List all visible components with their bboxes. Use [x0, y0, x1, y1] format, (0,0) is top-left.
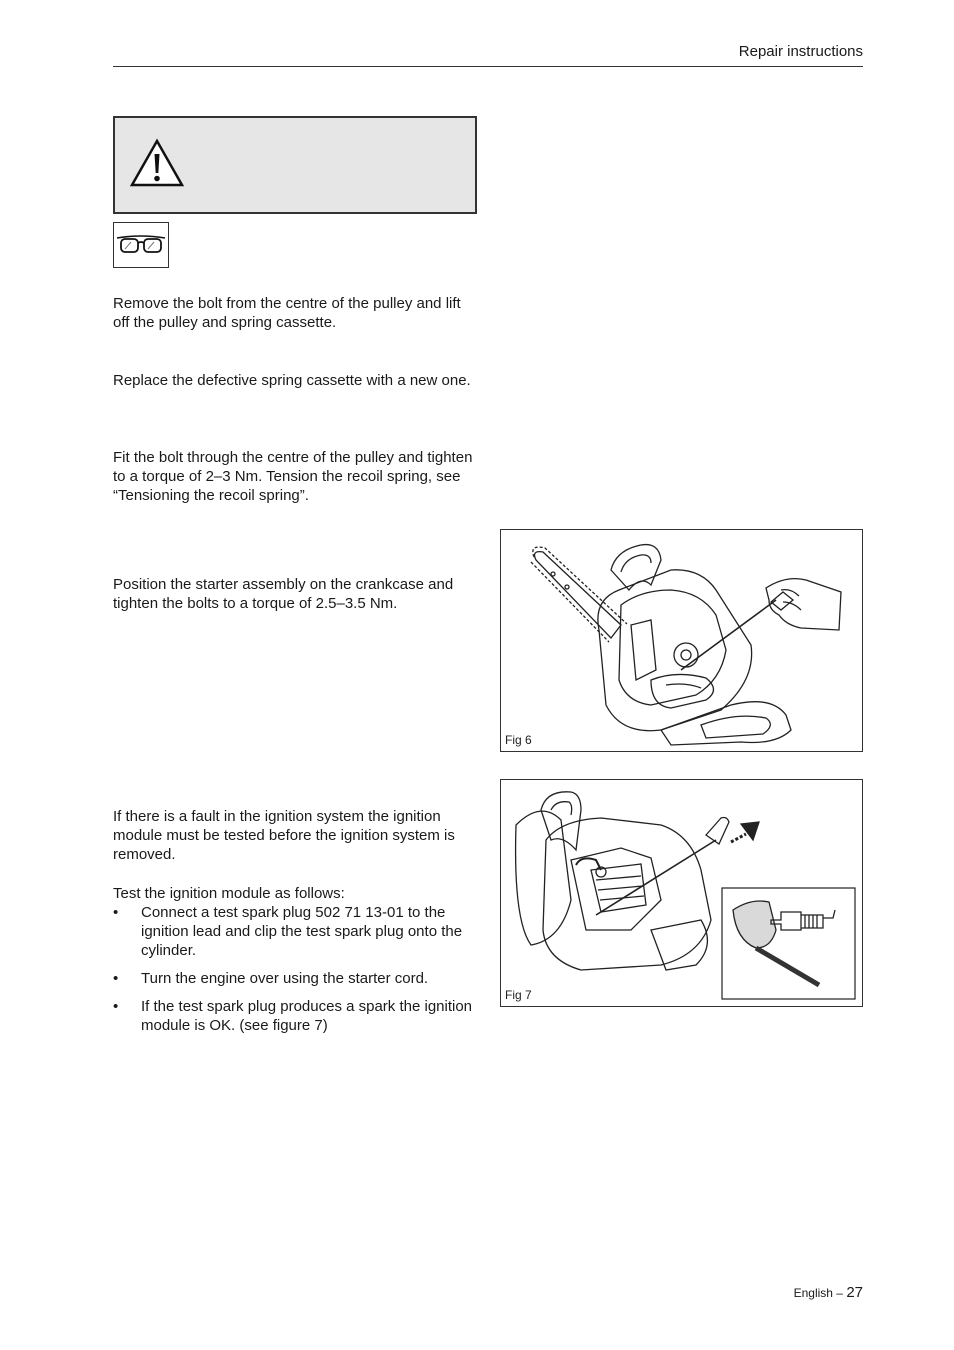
- paragraph-fit-bolt: Fit the bolt through the centre of the pulley and tighten to a torque of 2–3 Nm. Tension the recoil spring, see “Tensioning the recoil spring”.: [113, 449, 473, 504]
- test-steps-list: [113, 903, 478, 1044]
- warning-triangle-icon: [129, 138, 185, 188]
- paragraph-position-starter: Position the starter assembly on the crankcase and tighten the bolts to a torque of 2.5–3.5 Nm.: [113, 576, 454, 612]
- warning-box: [113, 116, 477, 214]
- list-item: [113, 997, 478, 1035]
- paragraph-test-intro: Test the ignition module as follows:: [113, 885, 345, 902]
- header-divider: [113, 66, 863, 67]
- list-item-text: Turn the engine over using the starter cord.: [141, 970, 429, 987]
- list-item-text: Connect a test spark plug 502 71 13-01 to the ignition lead and clip the test spark plug onto the cylinder.: [141, 904, 463, 959]
- page-number: 27: [846, 1284, 863, 1301]
- footer-language: English –: [793, 1286, 847, 1300]
- section-title: Repair instructions: [738, 43, 863, 60]
- paragraph-remove-bolt: Remove the bolt from the centre of the pulley and lift off the pulley and spring cassette.: [113, 295, 461, 331]
- bullet-marker: •: [113, 998, 119, 1015]
- list-item-text: If the test spark plug produces a spark the ignition module is OK. (see figure 7): [141, 998, 473, 1034]
- figure-7-caption: Fig 7: [505, 988, 532, 1002]
- figure-6: [500, 529, 863, 752]
- paragraph-ignition-fault: If there is a fault in the ignition system the ignition module must be tested before the ignition system is removed.: [113, 808, 455, 863]
- safety-goggles-icon: [116, 233, 166, 257]
- paragraph-replace-cassette: Replace the defective spring cassette with a new one.: [113, 372, 471, 389]
- figure-7: [500, 779, 863, 1007]
- bullet-marker: •: [113, 970, 119, 987]
- page-footer: [794, 1284, 863, 1301]
- figure-6-caption: Fig 6: [505, 733, 532, 747]
- bullet-marker: •: [113, 904, 119, 921]
- chainsaw-starter-illustration: [501, 530, 862, 751]
- safety-goggles-box: [113, 222, 169, 268]
- list-item: [113, 903, 478, 960]
- ignition-test-illustration: [501, 780, 862, 1006]
- list-item: [113, 969, 478, 988]
